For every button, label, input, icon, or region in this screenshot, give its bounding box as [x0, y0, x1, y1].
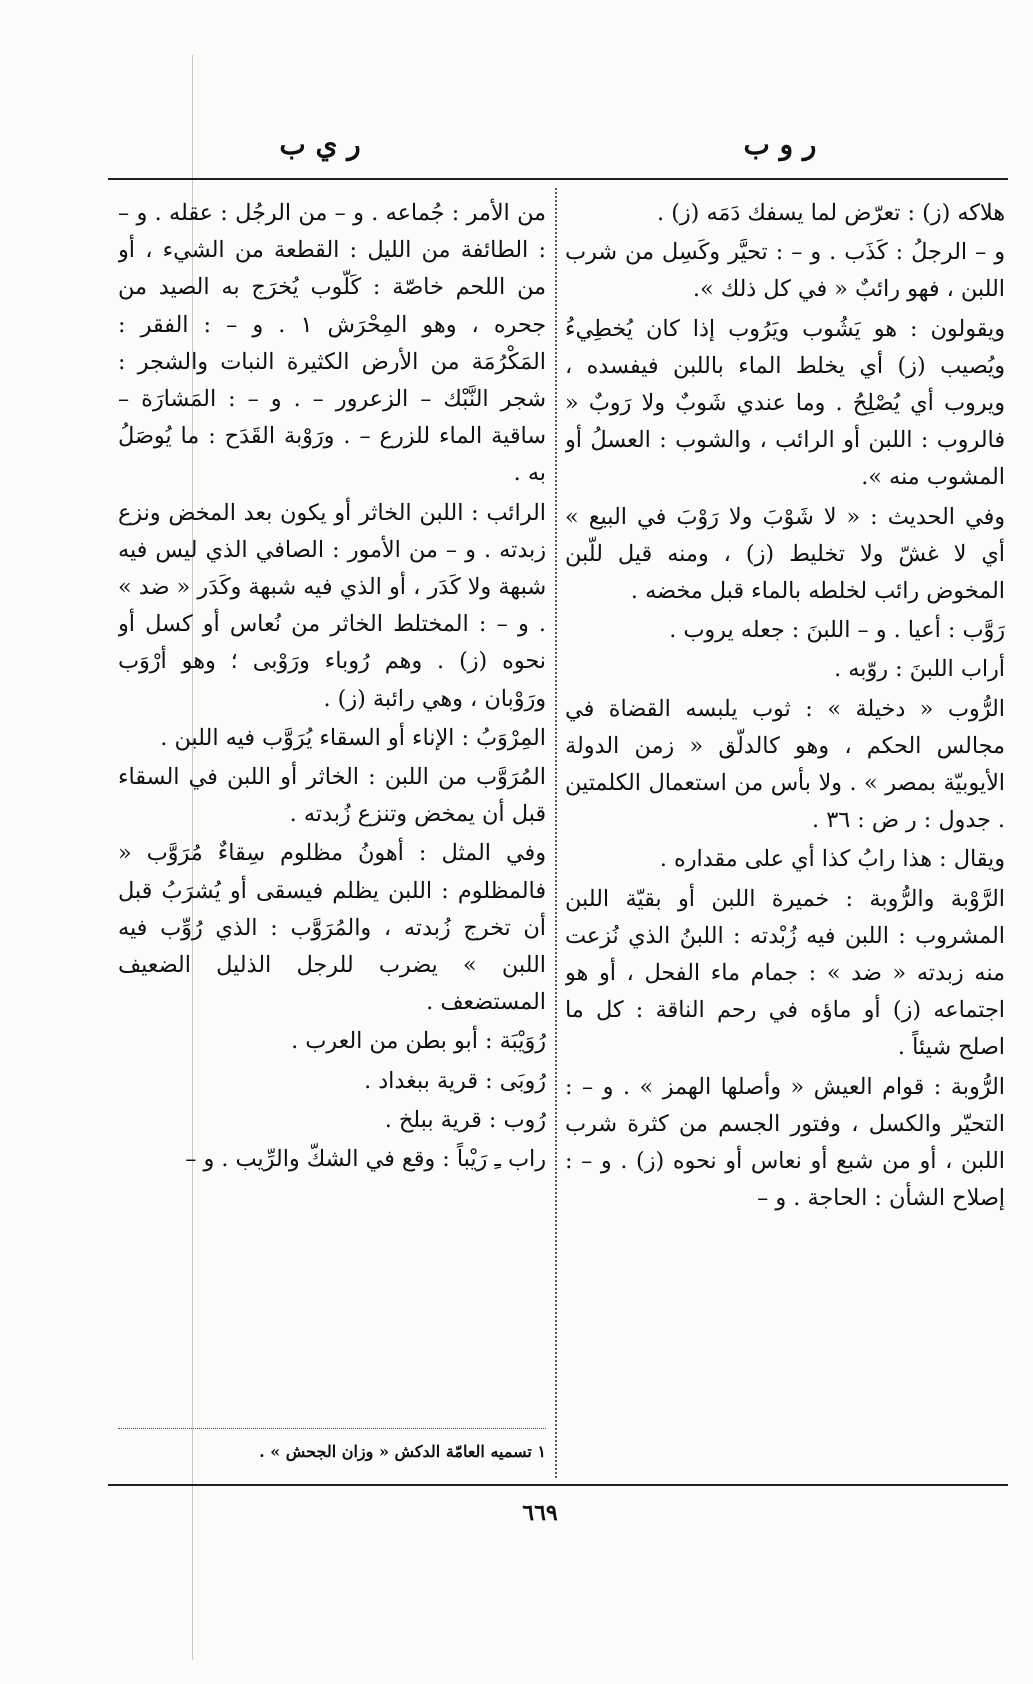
entry-paragraph: من الأمر : جُماعه . و – من الرجُل : عقله . و – : الطائفة من الليل : القطعة من الشيء ، أو من اللحم خاصّة : كَلّوب يُخرَج به الصيد من جحره ، وهو المِحْرَش ١ . و – : الفقر : المَكْرُمَة من الأرض الكثيرة النبات والشجر : شجر النَّبْك – الزعرور – . و – : المَشارَة – ساقية الماء للزرع – . ورَوْبة القَدَح : ما يُوصَلُ به .: [118, 200, 546, 487]
left-column: [118, 195, 546, 1430]
running-header-right: ر و ب: [743, 128, 817, 161]
entry-paragraph: المِرْوَبُ : الإناء أو السقاء يُرَوَّب فيه اللبن .: [160, 724, 546, 751]
entry-paragraph: رُوبَى : قرية ببغداد .: [364, 1067, 546, 1094]
entry-paragraph: الرُّوبة : قوام العيش « وأصلها الهمز » . و – : التحيّر والكسل ، وفتور الجسم من كثرة شرب اللبن ، أو من شبع أو نعاس أو نحوه (ز) . و – : إصلاح الشأن : الحاجة . و –: [565, 1073, 1005, 1212]
entry-paragraph: رُوَيْبَة : أبو بطن من العرب .: [291, 1028, 546, 1055]
entry-paragraph: و – الرجلُ : كَذَب . و – : تحيَّر وكَسِل من شرب اللبن ، فهو رائبٌ « في كل ذلك ».: [565, 239, 1005, 303]
column-divider: [555, 188, 557, 1478]
entry-paragraph: هلاكه (ز) : تعرّض لما يسفك دَمَه (ز) .: [657, 200, 1005, 226]
entry-paragraph: الرائب : اللبن الخاثر أو يكون بعد المخض ونزع زبدته . و – من الأمور : الصافي الذي ليس فيه شبهة ولا كَدَر ، أو الذي فيه شبهة وكَدَر « ضد » . و – : المختلط الخاثر من نُعاس أو كسل أو نحوه (ز) . وهم رُوباء ورَوْبى ؛ وهو أرْوَب ورَوْبان ، وهي رائبة (ز) .: [118, 499, 546, 712]
entry-paragraph: وفي الحديث : « لا شَوْبَ ولا رَوْبَ في البيع » أي لا غشّ ولا تخليط (ز) ، ومنه قيل للّبن المخوض رائب لخلطه بالماء قبل مخضه .: [565, 503, 1005, 605]
bottom-rule: [108, 1484, 1008, 1486]
entry-paragraph: راب ـِ رَيْباً : وقع في الشكّ والرِّيب . و –: [185, 1146, 546, 1173]
entry-paragraph: رُوب : قرية ببلخ .: [384, 1106, 546, 1133]
top-rule: [108, 178, 1008, 180]
entry-paragraph: الرَّوْبة والرُّوبة : خميرة اللبن أو بقيّة اللبن المشروب : اللبن فيه زُبْدته : اللبنُ الذي نُزعت منه زبدته « ضد » : جمام ماء الفحل ، أو هو اجتماعه (ز) أو ماؤه في رحم الناقة : كل ما اصلح شيئاً .: [565, 885, 1005, 1061]
entry-paragraph: المُرَوَّب من اللبن : الخاثر أو اللبن في السقاء قبل أن يمخض وتنزع زُبدته .: [118, 764, 546, 828]
footnote: ١ تسميه العامّة الدكش « وزان الجحش » .: [259, 1442, 546, 1461]
page-number: ٦٦٩: [522, 1500, 558, 1526]
entry-paragraph: أراب اللبنَ : روّبه .: [834, 656, 1005, 683]
entry-paragraph: رَوَّب : أعيا . و – اللبنَ : جعله يروب .: [669, 617, 1005, 644]
right-column: [565, 195, 1005, 1485]
footnote-rule: [118, 1428, 546, 1429]
entry-paragraph: الرُّوب « دخيلة » : ثوب يلبسه القضاة في مجالس الحكم ، وهو كالدلّق « زمن الدولة الأيوبيّة بمصر » . ولا بأس من استعمال الكلمتين . جدول : ر ض : ٣٦ .: [565, 695, 1005, 834]
entry-paragraph: ويقولون : هو يَشُوب ويَرُوب إذا كان يُخطِيءُ ويُصيب (ز) أي يخلط الماء باللبن فيفسده ، ويروب أي يُصْلِحُ . وما عندي شَوبٌ ولا رَوبٌ « فالروب : اللبن أو الرائب ، والشوب : العسلُ أو المشوب منه ».: [565, 315, 1005, 491]
entry-paragraph: ويقال : هذا رابُ كذا أي على مقداره .: [659, 846, 1005, 873]
entry-paragraph: وفي المثل : أهونُ مظلوم سِقاءٌ مُرَوَّب « فالمظلوم : اللبن يظلم فيسقى أو يُشرَبُ قبل أن تخرج زُبدته ، والمُرَوَّب : الذي رُوِّب فيه اللبن » يضرب للرجل الذليل الضعيف المستضعف .: [118, 840, 546, 1016]
running-header-left: ر ي ب: [279, 128, 361, 161]
